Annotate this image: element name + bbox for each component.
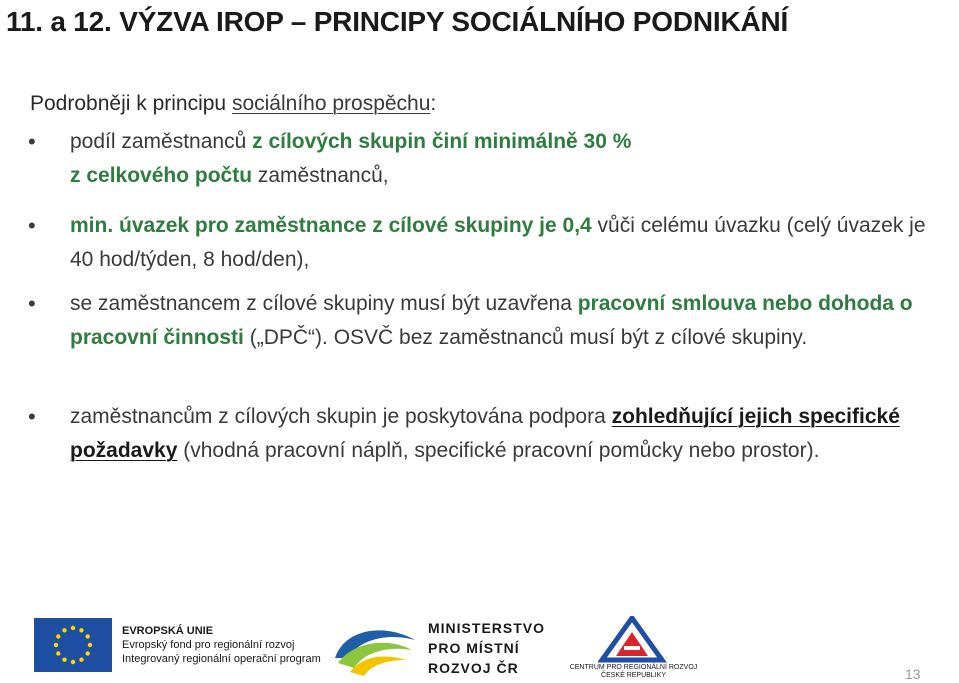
page-number: 13: [905, 666, 921, 682]
bullet-highlight: z celkového počtu: [70, 164, 253, 187]
mmr-line-3: ROZVOJ ČR: [428, 660, 519, 676]
eu-line-3: Integrovaný regionální operační program: [122, 653, 321, 665]
intro-underlined-term: sociálního prospěchu: [231, 92, 431, 115]
eu-star: [86, 634, 90, 638]
eu-star: [79, 628, 83, 632]
eu-star: [88, 643, 92, 647]
eu-line-1: EVROPSKÁ UNIE: [122, 625, 214, 637]
eu-star: [56, 651, 60, 655]
bullet-text: vůči celému úvazku (celý úvazek je 40 hod/týden, 8 hod/den),: [70, 214, 926, 271]
bullet-highlight: min. úvazek pro zaměstnance z cílové skupiny je 0,4: [70, 214, 592, 237]
bullet-highlight: pracovní smlouva nebo dohoda o pracovní činnosti: [70, 292, 913, 349]
eu-star: [71, 626, 75, 630]
bullet-text: zaměstnanců,: [252, 164, 389, 187]
bullet-text: se zaměstnancem z cílové skupiny musí být uzavřena: [70, 292, 578, 315]
mmr-line-2: PRO MÍSTNÍ: [428, 640, 520, 656]
eu-flag-logo: [34, 618, 112, 672]
intro-suffix: :: [430, 92, 437, 115]
crr-logo: [598, 616, 666, 664]
logo-footer: [0, 600, 959, 683]
crr-logo-text: [566, 664, 701, 680]
bullet-text: zaměstnancům z cílových skupin je poskytována podpora: [70, 405, 612, 428]
eu-star: [86, 651, 90, 655]
intro-prefix: Podrobněji k principu: [30, 92, 232, 115]
crr-line-2: ČESKÉ REPUBLIKY: [601, 672, 666, 679]
crr-line-1: CENTRUM PRO REGIONÁLNÍ ROZVOJ: [569, 664, 698, 671]
bullet-text: („DPČ“). OSVČ bez zaměstnanců musí být z cílové skupiny.: [243, 326, 808, 349]
bullet-item: [70, 125, 950, 193]
bullet-item: [70, 287, 950, 355]
slide-title: 11. a 12. VÝZVA IROP – PRINCIPY SOCIÁLNÍHO PODNIKÁNÍ: [6, 6, 789, 37]
bullet-text: (vhodná pracovní náplň, specifické pracovní pomůcky nebo prostor).: [177, 439, 820, 462]
intro-line: [30, 92, 436, 116]
bullet-item: [70, 400, 950, 468]
eu-star: [79, 658, 83, 662]
eu-star: [54, 643, 58, 647]
eu-star: [62, 658, 66, 662]
mmr-line-1: MINISTERSTVO: [428, 620, 546, 636]
eu-star: [62, 628, 66, 632]
eu-star: [71, 660, 75, 664]
bullet-text: podíl zaměstnanců: [70, 130, 253, 153]
bullet-highlight: zohledňující jejich specifické požadavky: [70, 405, 900, 462]
bullet-item: [70, 209, 950, 277]
irop-logo: [330, 618, 420, 678]
eu-star: [56, 634, 60, 638]
mmr-logo-text: [428, 618, 545, 678]
eu-logo-text: [122, 624, 321, 666]
eu-line-2: Evropský fond pro regionální rozvoj: [122, 639, 295, 651]
bullet-highlight: z cílových skupin činí minimálně 30 %: [252, 130, 632, 153]
